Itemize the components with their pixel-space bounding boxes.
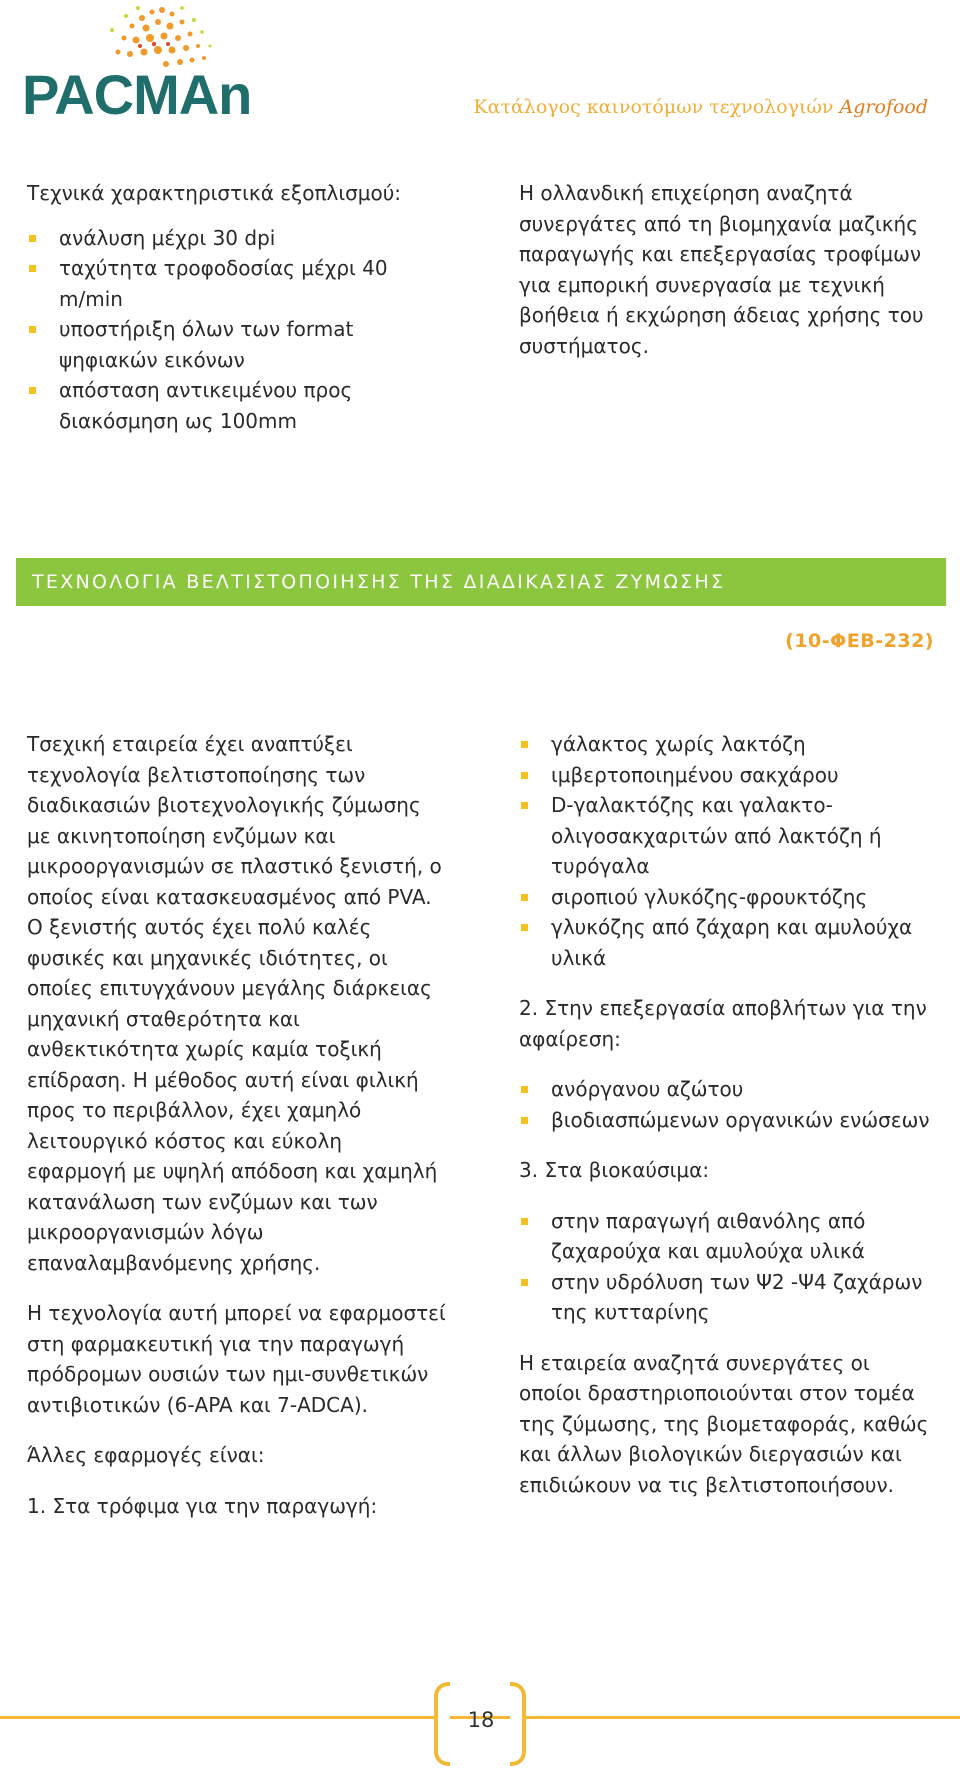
paragraph: Τσεχική εταιρεία έχει αναπτύξει τεχνολογία βελτιστοποίησης των διαδικασιών βιοτεχνολογικής ζύμωσης με ακινητοποίηση ενζύμων και μικροοργανισμών σε πλαστικό ξενιστή, ο οποίος είναι κατασκευασμένος από PVA. Ο ξενιστής αυτός έχει πολύ καλές φυσικές και μηχανικές ιδιότητες, οι οποίες επιτυγχάνουν μεγάλης διάρκειας μηχανική σταθερότητα και ανθεκτικότητα χωρίς καμία τοξική επίδραση. Η μέθοδος αυτή είναι φιλική προς το περιβάλλον, έχει χαμηλό λειτουργικό κόστος και εύκολη εφαρμογή με υψηλή απόδοση και χαμηλή κατανάλωση των ενζύμων και των μικροοργανισμών λόγω επαναλαμβανόμενης χρήσης.	[27, 732, 442, 1275]
body-right-column	[519, 729, 931, 1520]
paragraph: Η εταιρεία αναζητά συνεργάτες οι οποίοι δραστηριοποιούνται στον τομέα της ζύμωσης, της βιομεταφοράς, καθώς και άλλων βιολογικών διεργασιών και επιδιώκουν να τις βελτιστοποιήσουν.	[519, 1350, 929, 1497]
list-item: ταχύτητα τροφοδοσίας μέχρι 40 m/min	[27, 253, 447, 314]
reference-code: (10-ΦΕΒ-232)	[785, 630, 934, 652]
list-item: ανόργανου αζώτου	[519, 1074, 931, 1105]
list-item: σιροπιού γλυκόζης-φρουκτόζης	[519, 882, 931, 913]
pacman-logo	[22, 0, 252, 130]
section-banner	[16, 558, 946, 606]
logo-text: PACMAn	[22, 63, 252, 126]
body-left-column	[27, 729, 447, 1541]
list-item: γάλακτος χωρίς λακτόζη	[519, 729, 931, 760]
list-item: D-γαλακτόζης και γαλακτο-ολιγοσακχαριτών από λακτόζη ή τυρόγαλα	[519, 790, 931, 882]
partner-request-text: Η ολλανδική επιχείρηση αναζητά συνεργάτες από τη βιομηχανία μαζικής παραγωγής και επεξεργασίας τροφίμων για εμπορική συνεργασία με τεχνική βοήθεια ή εκχώρηση άδειας χρήσης του συστήματος.	[519, 181, 924, 358]
paragraph: 2. Στην επεξεργασία αποβλήτων για την αφαίρεση:	[519, 996, 927, 1051]
paragraph: 1. Στα τρόφιμα για την παραγωγή:	[27, 1493, 378, 1518]
list-item: στην παραγωγή αιθανόλης από ζαχαρούχα και αμυλούχα υλικά	[519, 1206, 931, 1267]
list-item: ανάλυση μέχρι 30 dpi	[27, 223, 447, 254]
catalog-title: Κατάλογος καινοτόμων τεχνολογιών Agrofood	[473, 96, 928, 118]
page-bracket-left	[434, 1682, 450, 1766]
biofuel-applications-list	[519, 1206, 931, 1328]
paragraph: Η τεχνολογία αυτή μπορεί να εφαρμοστεί στη φαρμακευτική για την παραγωγή πρόδρομων ουσιών των ημι-συνθετικών αντιβιοτικών (6-APA και 7-ADCA).	[27, 1301, 446, 1417]
list-item: υποστήριξη όλων των format ψηφιακών εικόνων	[27, 314, 447, 375]
waste-applications-list	[519, 1074, 931, 1135]
page-number: 18	[467, 1708, 495, 1732]
list-item: στην υδρόλυση των Ψ2 -Ψ4 ζαχάρων της κυτταρίνης	[519, 1267, 931, 1328]
list-item: απόσταση αντικειμένου προς διακόσμηση ως 100mm	[27, 375, 447, 436]
list-item: ιμβερτοποιημένου σακχάρου	[519, 760, 931, 791]
specs-heading: Τεχνικά χαρακτηριστικά εξοπλισμού:	[27, 181, 402, 205]
list-item: βιοδιασπώμενων οργανικών ενώσεων	[519, 1105, 931, 1136]
paragraph: Άλλες εφαρμογές είναι:	[27, 1443, 265, 1467]
partner-request	[519, 178, 929, 361]
specs-list	[27, 223, 447, 437]
catalog-title-agrofood: Agrofood	[839, 96, 928, 118]
paragraph: 3. Στα βιοκαύσιμα:	[519, 1158, 710, 1182]
section-title: ΤΕΧΝΟΛΟΓΙΑ ΒΕΛΤΙΣΤΟΠΟΙΗΣΗΣ ΤΗΣ ΔΙΑΔΙΚΑΣΙΑΣ ΖΥΜΩΣΗΣ	[32, 571, 726, 593]
page-bracket-right	[510, 1682, 526, 1766]
food-applications-list	[519, 729, 931, 973]
list-item: γλυκόζης από ζάχαρη και αμυλούχα υλικά	[519, 912, 931, 973]
equipment-specs	[27, 178, 447, 436]
logo-dot-globe	[116, 7, 207, 67]
